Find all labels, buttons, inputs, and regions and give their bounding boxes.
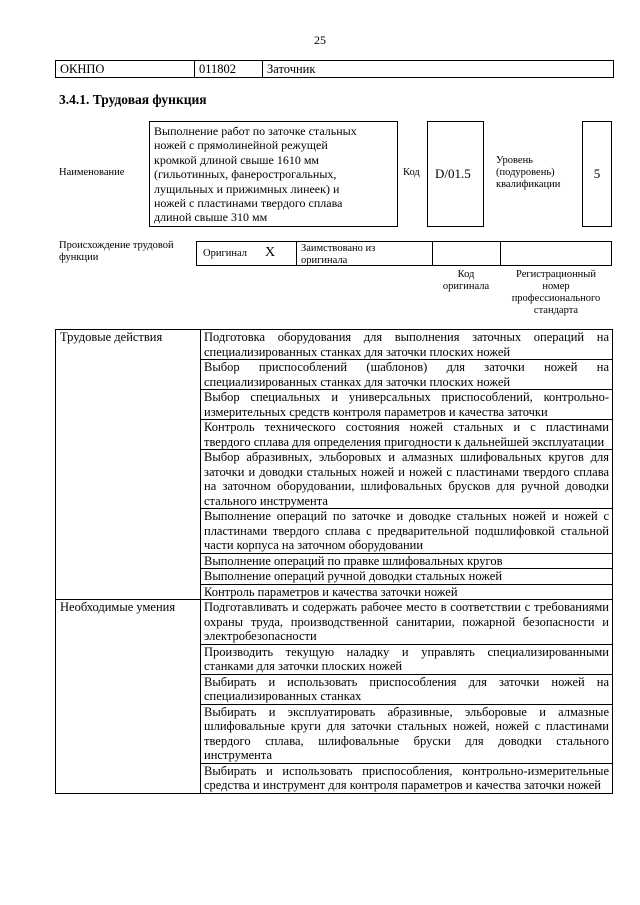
page-number: 25 (314, 33, 326, 47)
labor-action-item: Выбор абразивных, эльборовых и алмазных шлифовальных кругов для заточки и доводки стальных ножей и ножей с пластинами твердого сплава на заточном оборудовании, шлифовальных брусков для ручной доводки стального инструмента (201, 450, 613, 509)
labor-action-item: Выполнение операций по правке шлифовальных кругов (201, 553, 613, 569)
code-caption-line: Код (457, 269, 475, 280)
okpo-label: ОКНПО (56, 61, 195, 77)
function-code-value: D/01.5 (435, 166, 471, 181)
function-name-box (149, 121, 398, 227)
function-name-line: ножей с прямолинейной режущей (154, 138, 328, 153)
reg-caption-line: стандарта (533, 305, 579, 316)
skill-item: Выбирать и использовать приспособления, контрольно-измерительные средства и инструмент для контроля параметров и качества заточки ножей (201, 763, 613, 793)
skill-item: Производить текущую наладку и управлять специализированными станками для заточки плоских ножей (201, 644, 613, 674)
labor-action-item: Контроль технического состояния ножей стальных и с пластинами твердого сплава для определения пригодности к дальнейшей эксплуатации (201, 420, 613, 450)
reg-caption-line: профессионального (511, 293, 601, 304)
section-title: 3.4.1. Трудовая функция (59, 92, 207, 107)
origin-label-line: Происхождение трудовой (59, 240, 174, 251)
code-caption (432, 269, 500, 293)
origin-row (196, 241, 612, 266)
origin-label-line: функции (59, 252, 99, 263)
skill-item: Подготавливать и содержать рабочее место в соответствии с требованиями охраны труда, производственной санитарии, пожарной безопасности и электробезопасности (201, 600, 613, 645)
table-row (56, 330, 613, 360)
level-label-line: квалификации (496, 179, 561, 190)
reg-caption-line: номер (542, 281, 570, 292)
level-box (582, 121, 612, 227)
level-label (496, 155, 560, 191)
borrowed-line: оригинала (301, 254, 348, 266)
function-name-line: Выполнение работ по заточке стальных (154, 124, 357, 138)
function-code-box (427, 121, 484, 227)
original-label: Оригинал (203, 248, 247, 259)
original-mark: X (265, 245, 276, 260)
okpo-code: 011802 (195, 61, 263, 77)
category-required-skills: Необходимые умения (56, 600, 201, 794)
function-details-table (55, 329, 613, 794)
origin-reg-cell (500, 241, 612, 266)
level-label-line: Уровень (496, 155, 533, 166)
labor-action-item: Выбор приспособлений (шаблонов) для заточки ножей на специализированных станках для заточки плоских ножей (201, 360, 613, 390)
level-value: 5 (593, 166, 601, 181)
reg-caption (500, 269, 612, 317)
original-cell (196, 241, 296, 266)
reg-caption-line: Регистрационный (516, 269, 596, 280)
function-name-line: ножей с пластинами твердого сплава (154, 196, 343, 211)
category-labor-actions: Трудовые действия (56, 330, 201, 600)
function-name-line: (гильотинных, фанерострогальных, (154, 167, 337, 182)
name-label: Наименование (59, 167, 125, 178)
borrowed-cell (296, 241, 432, 266)
skill-item: Выбирать и использовать приспособления для заточки ножей на специализированных станках (201, 674, 613, 704)
origin-code-cell (432, 241, 500, 266)
labor-action-item: Подготовка оборудования для выполнения заточных операций на специализированных станках для заточки плоских ножей (201, 330, 613, 360)
labor-action-item: Выполнение операций ручной доводки стальных ножей (201, 569, 613, 585)
labor-action-item: Контроль параметров и качества заточки ножей (201, 584, 613, 600)
skill-item: Выбирать и эксплуатировать абразивные, эльборовые и алмазные шлифовальные круги для заточки стальных ножей, ножей с пластинами твердого сплава, шлифовальные бруски для доводки стального инструмента (201, 704, 613, 763)
origin-label (59, 240, 174, 264)
function-name-line: кромкой длиной свыше 1610 мм (154, 152, 320, 167)
labor-action-item: Выполнение операций по заточке и доводке стальных ножей и ножей с пластинами твердого сплава с предварительной подшлифовкой стальной части корпуса на заточном оборудовании (201, 509, 613, 554)
level-label-line: (подуровень) (496, 167, 555, 178)
function-name-line: длиной свыше 310 мм (154, 210, 268, 225)
function-name-line: лущильных и прижимных линеек) и (154, 181, 340, 196)
code-caption-line: оригинала (442, 281, 490, 292)
borrowed-line: Заимствовано из (301, 243, 376, 254)
table-row (56, 600, 613, 645)
code-label: Код (403, 167, 420, 178)
okpo-name: Заточник (267, 62, 316, 76)
okpo-row (55, 60, 614, 78)
labor-action-item: Выбор специальных и универсальных приспособлений, контрольно-измерительных средств контроля параметров и качества заточки (201, 390, 613, 420)
